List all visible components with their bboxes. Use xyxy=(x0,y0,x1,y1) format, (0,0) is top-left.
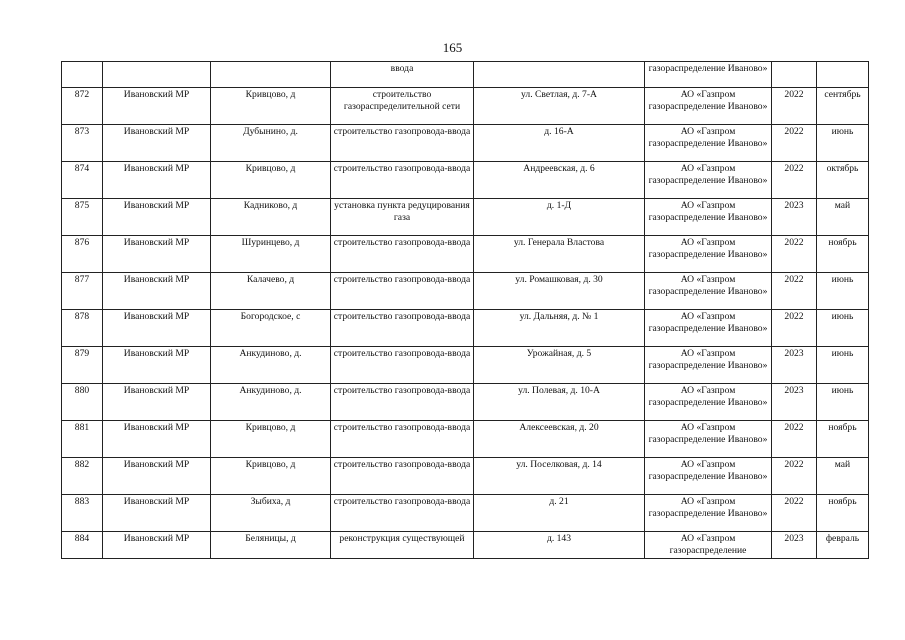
cell-number: 873 xyxy=(62,125,103,162)
cell-organization: АО «Газпром газораспределение Иваново» xyxy=(645,458,772,495)
table-row xyxy=(62,162,869,199)
table-row xyxy=(62,421,869,458)
cell-number: 875 xyxy=(62,199,103,236)
cell-organization: АО «Газпром газораспределение Иваново» xyxy=(645,347,772,384)
cell-year: 2022 xyxy=(772,273,817,310)
cell-district: Ивановский МР xyxy=(103,458,211,495)
cell-month: июнь xyxy=(817,347,869,384)
cell-settlement: Зыбиха, д xyxy=(211,495,331,532)
cell-year: 2022 xyxy=(772,310,817,347)
cell-settlement: Шуринцево, д xyxy=(211,236,331,273)
cell-settlement: Анкудиново, д. xyxy=(211,347,331,384)
cell-month: июнь xyxy=(817,310,869,347)
cell-year: 2022 xyxy=(772,88,817,125)
cell-organization: АО «Газпром газораспределение Иваново» xyxy=(645,236,772,273)
cell-year: 2022 xyxy=(772,421,817,458)
cell-year: 2022 xyxy=(772,458,817,495)
table-row xyxy=(62,236,869,273)
table-row xyxy=(62,347,869,384)
cell-year: 2022 xyxy=(772,162,817,199)
cell-settlement: Беляницы, д xyxy=(211,532,331,559)
cell-work-type: ввода xyxy=(331,62,474,88)
cell-month: май xyxy=(817,199,869,236)
cell-number: 881 xyxy=(62,421,103,458)
cell-number: 874 xyxy=(62,162,103,199)
cell-organization: АО «Газпром газораспределение Иваново» xyxy=(645,495,772,532)
registry-body xyxy=(62,62,869,559)
table-row xyxy=(62,199,869,236)
cell-district: Ивановский МР xyxy=(103,495,211,532)
cell-district: Ивановский МР xyxy=(103,162,211,199)
cell-year: 2023 xyxy=(772,199,817,236)
cell-organization: АО «Газпром газораспределение Иваново» xyxy=(645,125,772,162)
cell-address: Андреевская, д. 6 xyxy=(474,162,645,199)
table-row xyxy=(62,458,869,495)
cell-month: ноябрь xyxy=(817,236,869,273)
cell-address: Алексеевская, д. 20 xyxy=(474,421,645,458)
cell-settlement: Кривцово, д xyxy=(211,421,331,458)
cell-year: 2023 xyxy=(772,532,817,559)
cell-number: 878 xyxy=(62,310,103,347)
cell-work-type: строительство газопровода-ввода xyxy=(331,347,474,384)
cell-address: д. 16-А xyxy=(474,125,645,162)
table-row xyxy=(62,125,869,162)
cell-settlement: Дубынино, д. xyxy=(211,125,331,162)
cell-district: Ивановский МР xyxy=(103,421,211,458)
cell-work-type: строительство газопровода-ввода xyxy=(331,162,474,199)
cell-year xyxy=(772,62,817,88)
cell-address: ул. Ромашковая, д. 30 xyxy=(474,273,645,310)
cell-work-type: установка пункта редуцирования газа xyxy=(331,199,474,236)
cell-work-type: строительство газопровода-ввода xyxy=(331,495,474,532)
cell-district: Ивановский МР xyxy=(103,347,211,384)
cell-district: Ивановский МР xyxy=(103,88,211,125)
registry-table xyxy=(61,61,869,559)
cell-address: д. 143 xyxy=(474,532,645,559)
cell-month: июнь xyxy=(817,125,869,162)
cell-address: ул. Полевая, д. 10-А xyxy=(474,384,645,421)
cell-district: Ивановский МР xyxy=(103,532,211,559)
cell-organization: АО «Газпром газораспределение Иваново» xyxy=(645,384,772,421)
cell-month: октябрь xyxy=(817,162,869,199)
cell-organization: АО «Газпром газораспределение Иваново» xyxy=(645,310,772,347)
cell-work-type: строительство газопровода-ввода xyxy=(331,273,474,310)
cell-work-type: строительство газопровода-ввода xyxy=(331,236,474,273)
cell-address: ул. Светлая, д. 7-А xyxy=(474,88,645,125)
cell-organization: АО «Газпром газораспределение Иваново» xyxy=(645,88,772,125)
table-row-continued xyxy=(62,62,869,88)
cell-organization: АО «Газпром газораспределение Иваново» xyxy=(645,199,772,236)
cell-address: ул. Поселковая, д. 14 xyxy=(474,458,645,495)
table-row xyxy=(62,273,869,310)
cell-address xyxy=(474,62,645,88)
cell-settlement: Богородское, с xyxy=(211,310,331,347)
cell-address: д. 1-Д xyxy=(474,199,645,236)
cell-number: 877 xyxy=(62,273,103,310)
cell-address: ул. Дальняя, д. № 1 xyxy=(474,310,645,347)
cell-year: 2022 xyxy=(772,495,817,532)
cell-month: сентябрь xyxy=(817,88,869,125)
cell-year: 2023 xyxy=(772,347,817,384)
cell-settlement: Анкудиново, д. xyxy=(211,384,331,421)
table-row xyxy=(62,310,869,347)
cell-settlement: Кривцово, д xyxy=(211,88,331,125)
cell-organization: АО «Газпром газораспределение Иваново» xyxy=(645,162,772,199)
cell-number: 879 xyxy=(62,347,103,384)
cell-month: февраль xyxy=(817,532,869,559)
cell-organization: АО «Газпром газораспределение Иваново» xyxy=(645,421,772,458)
cell-number: 880 xyxy=(62,384,103,421)
cell-district: Ивановский МР xyxy=(103,125,211,162)
cell-number xyxy=(62,62,103,88)
table-row xyxy=(62,532,869,559)
cell-month xyxy=(817,62,869,88)
cell-district: Ивановский МР xyxy=(103,384,211,421)
cell-settlement: Кадниково, д xyxy=(211,199,331,236)
cell-month: ноябрь xyxy=(817,421,869,458)
cell-work-type: строительство газопровода-ввода xyxy=(331,384,474,421)
cell-work-type: реконструкция существующей xyxy=(331,532,474,559)
cell-district xyxy=(103,62,211,88)
cell-month: июнь xyxy=(817,384,869,421)
table-row xyxy=(62,384,869,421)
table-row xyxy=(62,495,869,532)
cell-district: Ивановский МР xyxy=(103,273,211,310)
cell-district: Ивановский МР xyxy=(103,310,211,347)
cell-number: 882 xyxy=(62,458,103,495)
cell-month: май xyxy=(817,458,869,495)
cell-number: 872 xyxy=(62,88,103,125)
table-row xyxy=(62,88,869,125)
cell-work-type: строительство газопровода-ввода xyxy=(331,310,474,347)
cell-year: 2023 xyxy=(772,384,817,421)
cell-work-type: строительство газораспределительной сети xyxy=(331,88,474,125)
cell-month: июнь xyxy=(817,273,869,310)
cell-settlement: Кривцово, д xyxy=(211,458,331,495)
cell-settlement: Кривцово, д xyxy=(211,162,331,199)
cell-district: Ивановский МР xyxy=(103,199,211,236)
cell-year: 2022 xyxy=(772,236,817,273)
cell-settlement xyxy=(211,62,331,88)
cell-organization: АО «Газпром газораспределение Иваново» xyxy=(645,273,772,310)
cell-address: Урожайная, д. 5 xyxy=(474,347,645,384)
cell-work-type: строительство газопровода-ввода xyxy=(331,421,474,458)
cell-year: 2022 xyxy=(772,125,817,162)
cell-address: д. 21 xyxy=(474,495,645,532)
cell-month: ноябрь xyxy=(817,495,869,532)
cell-organization: АО «Газпром газораспределение xyxy=(645,532,772,559)
cell-work-type: строительство газопровода-ввода xyxy=(331,458,474,495)
cell-settlement: Калачево, д xyxy=(211,273,331,310)
page-number: 165 xyxy=(442,40,463,55)
cell-organization: газораспределение Иваново» xyxy=(645,62,772,88)
cell-number: 883 xyxy=(62,495,103,532)
cell-work-type: строительство газопровода-ввода xyxy=(331,125,474,162)
cell-address: ул. Генерала Властова xyxy=(474,236,645,273)
cell-number: 884 xyxy=(62,532,103,559)
cell-number: 876 xyxy=(62,236,103,273)
cell-district: Ивановский МР xyxy=(103,236,211,273)
